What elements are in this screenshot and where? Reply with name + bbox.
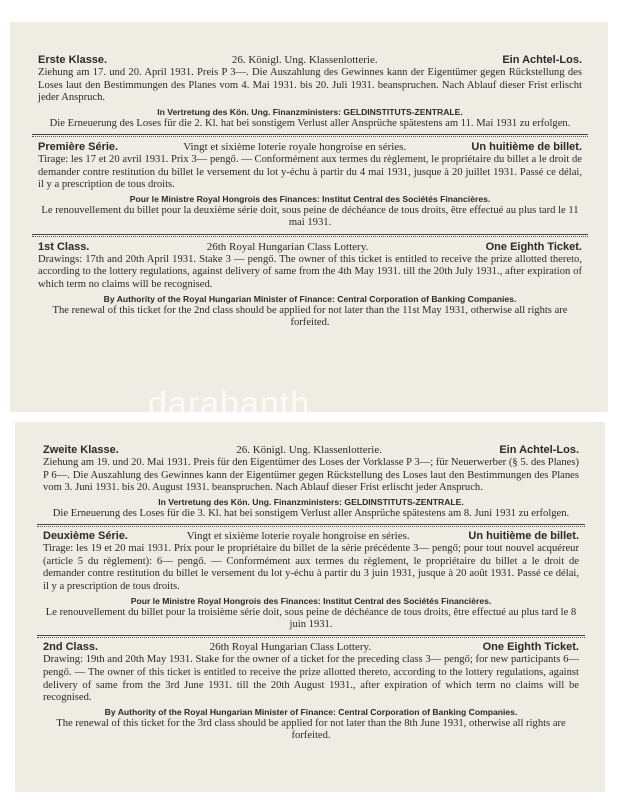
class-label: Erste Klasse.	[38, 54, 108, 66]
section-divider	[32, 134, 588, 135]
authority-line: By Authority of the Royal Hungarian Minister of Finance: Central Corporation of Banking Companies.	[104, 706, 518, 717]
class-label: 2nd Class.	[43, 641, 99, 654]
renewal-notice: The renewal of this ticket for the 3rd class should be applied for not later than the 8th June 1931, otherwise all rights are forfeited.	[56, 717, 566, 742]
lottery-name: 26th Royal Hungarian Class Lottery.	[209, 641, 372, 654]
german-section	[43, 444, 579, 527]
ticket-type: Ein Achtel-Los.	[499, 444, 579, 456]
ticket-type: One Eighth Ticket.	[485, 240, 582, 253]
authority-line: Pour le Ministre Royal Hongrois des Finances: Institut Central des Sociétés Financières.	[129, 193, 491, 204]
english-section	[43, 641, 579, 742]
section-divider	[37, 635, 585, 636]
renewal-notice: Le renouvellement du billet pour la deuxième série doit, sous peine de déchéance de tous droits, être effectué au plus tard le 11 mai 1931.	[41, 204, 579, 229]
renewal-notice: The renewal of this ticket for the 2nd class should be applied for not later than the 11st May 1931, otherwise all rights are forfeited.	[52, 304, 568, 328]
authority-line: Pour le Ministre Royal Hongrois des Finances: Institut Central des Sociétés Financières.	[130, 595, 492, 606]
lottery-name: Vingt et sixième loterie royale hongroise en séries.	[186, 530, 410, 543]
section-divider-dotted	[32, 236, 588, 237]
section-header	[43, 444, 579, 457]
section-divider	[32, 234, 588, 235]
section-header	[38, 141, 582, 154]
class-label: Deuxième Série.	[43, 530, 128, 543]
section-header	[38, 241, 582, 254]
draw-terms: Tirage: les 17 et 20 avril 1931. Prix 3— pengő. — Conformément aux termes du règlement, le propriétaire du billet a le droit de demander contre restitution du billet le versement du lot y-échu à partir du 4 mai 1931, jusque à 20 juillet 1931. Passé ce délai, il y a prescription de tous droits.	[38, 154, 582, 191]
lottery-name: 26. Königl. Ung. Klassenlotterie.	[231, 54, 378, 66]
renewal-notice: Die Erneuerung des Loses für die 2. Kl. hat bei sonstigem Verlust aller Ansprüche spätestens am 11. Mai 1931 zu erfolgen.	[49, 117, 571, 129]
class-label: 1st Class.	[38, 240, 90, 253]
lottery-name: 26. Königl. Ung. Klassenlotterie.	[236, 444, 382, 456]
lottery-name: Vingt et sixième loterie royale hongroise en séries.	[183, 141, 407, 154]
lottery-ticket-first-class	[10, 22, 608, 412]
draw-terms: Ziehung am 19. und 20. Mai 1931. Preis für den Eigentümer des Loses der Vorklasse P 3—; für Neuerwerber (§ 5. des Planes) P 6—. Die Auszahlung des Gewinnes kann der Eigentümer gegen Rückstellung des Loses laut den Bestimmungen des Planes vom 3. Juni 1931. bis 20. August 1931. beanspruchen. Nach Ablauf dieser Frist erlischt jeder Anspruch.	[43, 457, 579, 494]
draw-terms: Tirage: les 19 et 20 mai 1931. Prix pour le propriétaire du billet de la série précédente 3— pengő; pour tout nouvel acquéreur (article 5 du règlement): 6— pengő. — Conformément aux termes du règlement, le propriétaire du billet a le droit de demander contre restitution du billet le versement du lot y-échu à partir du 3 juin 1931, jusque à 20 août 1931. Passé ce délai, il y a prescription de tous droits.	[43, 543, 579, 592]
renewal-notice: Die Erneuerung des Loses für die 3. Kl. hat bei sonstigem Verlust aller Ansprüche spätestens am 8. Juni 1931 zu erfolgen.	[52, 507, 570, 519]
draw-terms: Ziehung am 17. und 20. April 1931. Preis P 3—. Die Auszahlung des Gewinnes kann der Eigentümer gegen Rückstellung des Loses laut den Bestimmungen des Planes vom 4. Mai 1931. bis 20. Juli 1931. beanspruchen. Nach Ablauf dieser Frist erlischt jeder Anspruch.	[38, 67, 582, 104]
english-section	[38, 241, 582, 330]
section-divider-dotted	[37, 526, 585, 527]
renewal-notice: Le renouvellement du billet pour la troisième série doit, sous peine de déchéance de tous droits, être effectué au plus tard le 8 juin 1931.	[45, 606, 577, 630]
draw-terms: Drawing: 19th and 20th May 1931. Stake for the owner of a ticket for the preceding class 3— pengő; for new participants 6— pengő. — The owner of this ticket is entitled to receive the prize allotted thereto, according to the lottery regulations, against delivery of same from the 3rd June 1931. till the 20th August 1931., after expiration of which term no claims will be recognised.	[43, 654, 579, 704]
french-section	[38, 141, 582, 237]
class-label: Première Série.	[38, 141, 119, 154]
ticket-type: Un huitième de billet.	[471, 141, 582, 154]
authority-line: In Vertretung des Kön. Ung. Finanzministers: GELDINSTITUTS-ZENTRALE.	[157, 106, 463, 117]
section-divider	[37, 524, 585, 525]
authority-line: In Vertretung des Kön. Ung. Finanzministers: GELDINSTITUTS-ZENTRALE.	[158, 496, 464, 507]
section-header	[43, 530, 579, 543]
french-section	[43, 530, 579, 638]
watermark: darabanth	[148, 385, 311, 423]
ticket-type: Ein Achtel-Los.	[502, 54, 582, 66]
section-header	[38, 54, 582, 67]
section-header	[43, 641, 579, 654]
authority-line: By Authority of the Royal Hungarian Minister of Finance: Central Corporation of Banking Companies.	[103, 293, 517, 304]
class-label: Zweite Klasse.	[43, 444, 119, 456]
lottery-name: 26th Royal Hungarian Class Lottery.	[206, 240, 369, 253]
lottery-ticket-second-class	[15, 422, 605, 792]
draw-terms: Drawings: 17th and 20th April 1931. Stake 3 — pengő. The owner of this ticket is entitled to receive the prize allotted thereto, according to the lottery regulations, against delivery of same from the 4th May 1931. till the 20th July 1931., after expiration of which term no claims will be recognised.	[38, 253, 582, 290]
section-divider-dotted	[37, 637, 585, 638]
section-divider-dotted	[32, 136, 588, 137]
ticket-type: Un huitième de billet.	[468, 530, 579, 543]
german-section	[38, 54, 582, 137]
ticket-type: One Eighth Ticket.	[482, 641, 579, 654]
